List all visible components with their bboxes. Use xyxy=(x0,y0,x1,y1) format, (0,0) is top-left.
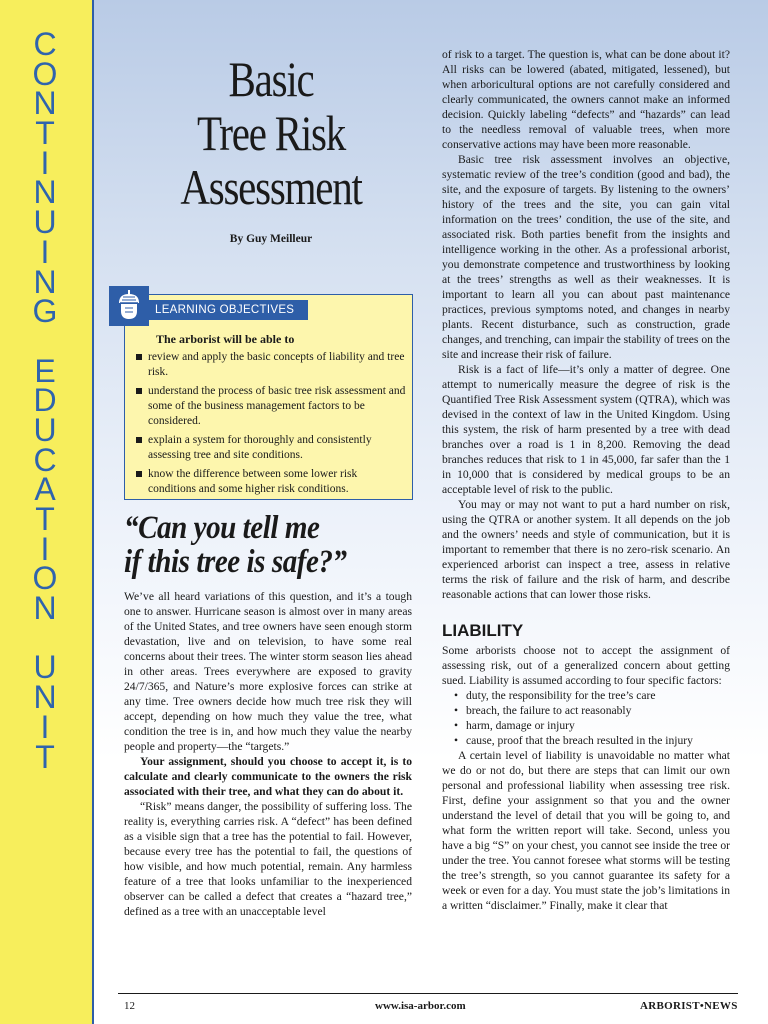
right-column-body xyxy=(442,47,730,913)
learning-objectives-list xyxy=(136,350,406,501)
paragraph: of risk to a target. The question is, what can be done about it? All risks can be lowered (abated, mitigated, lessened), but when arboricultural options are not carefully considered and clearly communicated, the owners cannot make an informed decision. Quickly labeling “defects” and “hazards” can lead to the needless removal of valuable trees, when more conservative actions may have been more reasonable. xyxy=(442,48,730,151)
strip-letter: N xyxy=(33,85,57,122)
strip-letter: G xyxy=(32,293,58,330)
list-item xyxy=(136,350,406,380)
strip-letter: I xyxy=(40,233,50,270)
byline: By Guy Meilleur xyxy=(229,233,313,245)
strip-letter: I xyxy=(40,708,50,745)
title-line: Tree Risk xyxy=(196,105,346,161)
learning-objectives-header: LEARNING OBJECTIVES xyxy=(148,300,308,320)
footer-rule xyxy=(118,993,738,994)
acorn-icon xyxy=(109,286,149,326)
list-item xyxy=(136,384,406,429)
list-item xyxy=(136,467,406,497)
paragraph: We’ve all heard variations of this question, and it’s a tough one to answer. Hurricane season is almost over in many areas of the United States, and tree owners have seen enough storm devastation, live and on television, to have some real concerns about their trees. The winter storm season lies ahead in other areas. Trees everywhere are exposed to gravity 24/7/365, and Nature’s more explosive forces can strike at any time. Tree owners decide how much tree risk they will accept, depending on how much they value the tree, what condition the tree is in, and how much they value the nearby people and property—the “targets.” xyxy=(124,590,412,753)
square-bullet-icon xyxy=(136,471,142,477)
paragraph-emphasis: Your assignment, should you choose to accept it, is to calculate and clearly communicate to the owners the risk associated with their tree, and what they can do about it. xyxy=(124,755,412,798)
pull-quote-line: “Can you tell me xyxy=(124,510,320,546)
title-line: Basic xyxy=(228,51,314,107)
publication-name: ARBORIST•NEWS xyxy=(640,1000,738,1012)
strip-letter: T xyxy=(35,738,55,775)
left-column-body xyxy=(124,589,412,919)
strip-letter: T xyxy=(35,501,55,537)
section-heading-liability: LIABILITY xyxy=(442,621,524,640)
list-item: • cause, proof that the breach resulted in the injury xyxy=(458,733,730,748)
strip-letter: N xyxy=(33,263,57,300)
paragraph: Risk is a fact of life—it’s only a matter of degree. One attempt to numerically measure the degree of risk is the Quantified Tree Risk Assessment system (QTRA), which was devised in the context of law in the United Kingdom. Using this system, the risk of harm presented by a tree with dead branches over a road is 1 in 8,200. Removing the dead branches reduces that risk to 1 in 45,000, far safer than the 1 in 10,000 that is considered by medical groups to be an acceptable level of risk to the public. xyxy=(442,363,730,496)
strip-letter: C xyxy=(33,441,57,478)
strip-letter: N xyxy=(33,679,57,716)
list-item: • duty, the responsibility for the tree’s care xyxy=(458,688,730,703)
pull-quote-line: if this tree is safe?” xyxy=(124,544,347,580)
strip-letter: C xyxy=(33,26,57,62)
strip-letter: N xyxy=(33,590,57,627)
paragraph: “Risk” means danger, the possibility of suffering loss. The reality is, everything carries risk. A “defect” has been defined as a visible sign that a tree has the potential to fail. However, because every tree has the potential to fail, the questions of how visible, and how much potential, remain. Any harmless feature of a tree that looks unfamiliar to the inexperienced observer can be called a defect that creates a “hazard tree,” defined as a tree with an unacceptable level xyxy=(124,800,412,918)
objective-text: review and apply the basic concepts of liability and tree risk. xyxy=(148,351,405,378)
strip-letter: U xyxy=(33,204,57,241)
objective-text: know the difference between some lower risk conditions and some higher risk conditions. xyxy=(148,468,358,495)
learning-objectives-intro: The arborist will be able to xyxy=(156,332,295,346)
strip-letter: T xyxy=(35,115,55,152)
strip-letter: I xyxy=(40,144,50,181)
square-bullet-icon xyxy=(136,354,142,360)
paragraph: Some arborists choose not to accept the assignment of assessing risk, out of a generalized concern about getting sued. Liability is assumed according to four specific factors: xyxy=(442,644,730,687)
strip-letter: O xyxy=(32,55,58,92)
pull-quote xyxy=(124,511,388,579)
liability-factors-list xyxy=(442,688,730,748)
square-bullet-icon xyxy=(136,437,142,443)
objective-text: understand the process of basic tree risk assessment and some of the business management factors to be considered. xyxy=(148,385,406,427)
footer-url: www.isa-arbor.com xyxy=(375,1000,466,1012)
list-item: • breach, the failure to act reasonably xyxy=(458,703,730,718)
paragraph: Basic tree risk assessment involves an objective, systematic review of the tree’s condition (good and bad), the site, and the exposure of targets. By listening to the owners’ history of the trees and the site, you can gain vital information on the trees’ condition, the use of the site, and associated risk. Both parties benefit from the insights and intelligence working in the other. As a professional arborist, you demonstrate competence and trustworthiness by looking at the trees’ strengths as well as their weaknesses. It is important to learn all you can about past maintenance practices, previous symptoms noted, and changes in nearby plants. Recent disturbance, such as construction, grade changes, and trenching, can impair the stability of trees on the site and increase their risk of failure. xyxy=(442,153,730,361)
page-number: 12 xyxy=(124,1000,135,1012)
strip-letter: N xyxy=(33,174,57,211)
strip-letter: U xyxy=(33,649,57,686)
strip-letter: I xyxy=(40,530,50,567)
list-item xyxy=(136,433,406,463)
objective-text: explain a system for thoroughly and consistently assessing tree and site conditions. xyxy=(148,434,372,461)
strip-letter: D xyxy=(33,382,57,419)
continuing-education-unit-label xyxy=(15,26,75,775)
strip-letter: U xyxy=(33,411,57,448)
strip-letter: A xyxy=(34,471,56,508)
title-line: Assessment xyxy=(180,159,362,215)
article-title xyxy=(144,52,398,214)
strip-letter: E xyxy=(34,352,56,389)
strip-letter: O xyxy=(32,560,58,597)
paragraph: A certain level of liability is unavoidable no matter what we do or not do, but there are steps that can limit our own personal and professional liability when assessing tree risk. First, define your assignment so that you and the owner understand the level of detail that you will be going to, and what form the written report will take. Second, unless you have a big “S” on your chest, you cannot see inside the tree or under the tree. You cannot foresee what storms will be testing the tree’s strength, so you cannot guarantee its safety for a week or even for a day. You must state the job’s limitations in a written “disclaimer.” Finally, make it clear that xyxy=(442,749,730,912)
list-item: • harm, damage or injury xyxy=(458,718,730,733)
paragraph: You may or may not want to put a hard number on risk, using the QTRA or another system. It all depends on the job and the owners’ needs and style of communication, but it is important to remember that there is no zero-risk scenario. An experienced arborist can inspect a tree, assess in relative terms the risk of failure and the risk of harm, and describe reasonable actions that can lower those risks. xyxy=(442,498,730,601)
square-bullet-icon xyxy=(136,388,142,394)
